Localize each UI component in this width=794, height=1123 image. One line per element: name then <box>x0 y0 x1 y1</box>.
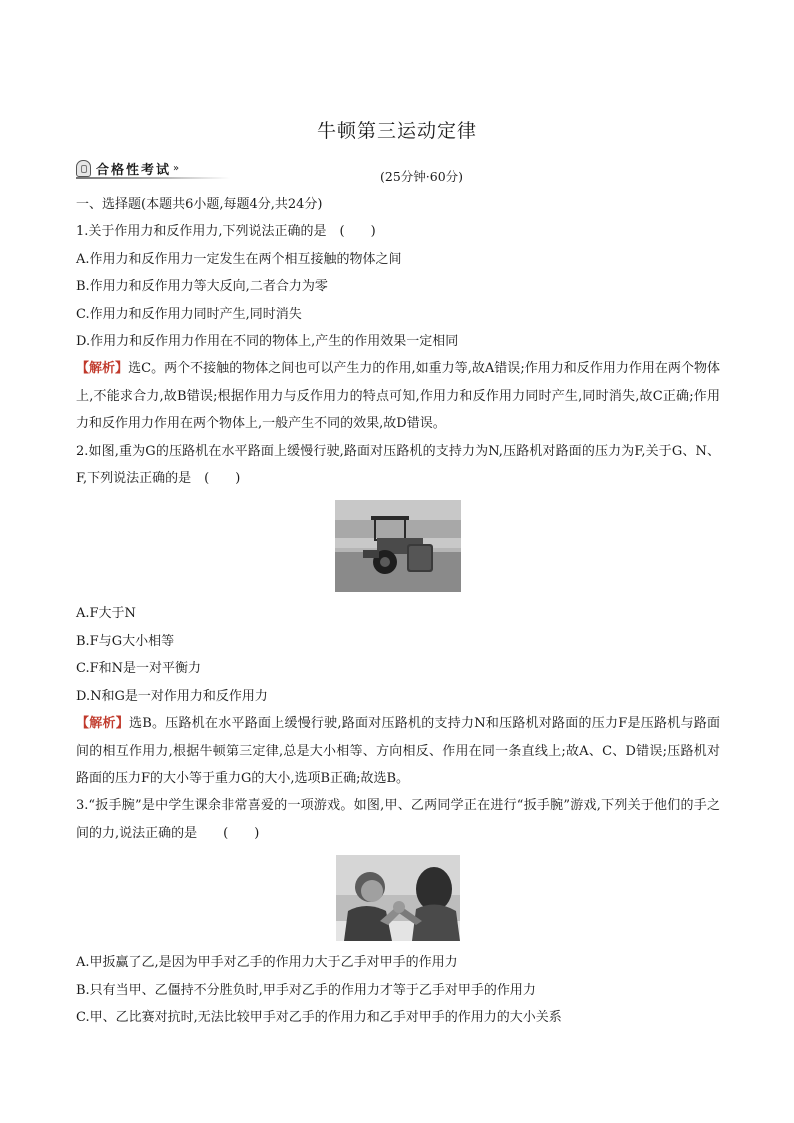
part-heading: 一、选择题(本题共6小题,每题4分,共24分) <box>76 197 323 212</box>
q3-option-b: B.只有当甲、乙僵持不分胜负时,甲手对乙手的作用力才等于乙手对甲手的作用力 <box>76 982 536 998</box>
q1-analysis <box>76 355 720 437</box>
q2-stem: 2.如图,重为G的压路机在水平路面上缓慢行驶,路面对压路机的支持力为N,压路机对路面的压力为F,关于G、N、F,下列说法正确的是 ( ) <box>76 443 720 487</box>
section-underline <box>76 177 230 179</box>
q1-option-b: B.作用力和反作用力等大反向,二者合力为零 <box>76 279 328 295</box>
q3-stem: 3.“扳手腕”是中学生课余非常喜爱的一项游戏。如图,甲、乙两同学正在进行“扳手腕”游戏,下列关于他们的手之间的力,说法正确的是 ( ) <box>76 798 720 841</box>
section-label: 合格性考试 <box>96 162 172 178</box>
q2-option-d: D.N和G是一对作用力和反作用力 <box>76 688 268 704</box>
arm-wrestling-image <box>336 855 460 941</box>
double-chevron-icon: » <box>173 162 180 174</box>
q2-analysis-text: 选B。压路机在水平路面上缓慢行驶,路面对压路机的支持力N和压路机对路面的压力F是压路机与路面间的相互作用力,根据牛顿第三定律,总是大小相等、方向相反、作用在同一条直线上;故A、C、D错误;压路机对路面的压力F的大小等于重力G的大小,选项B正确;故选B。 <box>76 716 720 786</box>
lightbulb-icon <box>76 160 91 177</box>
page-title: 牛顿第三运动定律 <box>316 120 477 142</box>
q2-analysis <box>76 710 720 792</box>
q2-option-c: C.F和N是一对平衡力 <box>76 661 202 677</box>
analysis-tag: 【解析】 <box>76 716 129 732</box>
q1-option-c: C.作用力和反作用力同时产生,同时消失 <box>76 306 302 322</box>
analysis-tag: 【解析】 <box>76 361 129 377</box>
q3-option-c: C.甲、乙比赛对抗时,无法比较甲手对乙手的作用力和乙手对甲手的作用力的大小关系 <box>76 1009 562 1025</box>
question-content <box>76 191 720 1031</box>
road-roller-image <box>335 500 461 592</box>
time-note: (25分钟·60分) <box>380 169 464 184</box>
q1-stem: 1.关于作用力和反作用力,下列说法正确的是 ( ) <box>76 224 376 240</box>
q1-analysis-text: 选C。两个不接触的物体之间也可以产生力的作用,如重力等,故A错误;作用力和反作用力作用在两个物体上,不能求合力,故B错误;根据作用力与反作用力的特点可知,作用力和反作用力同时产生,同时消失,故C正确;作用力和反作用力作用在两个物体上,一般产生不同的效果,故D错误。 <box>76 361 720 432</box>
q3-option-a: A.甲扳赢了乙,是因为甲手对乙手的作用力大于乙手对甲手的作用力 <box>76 955 458 971</box>
q1-option-d: D.作用力和反作用力作用在不同的物体上,产生的作用效果一定相同 <box>76 334 459 350</box>
q2-option-b: B.F与G大小相等 <box>76 633 175 649</box>
q2-option-a: A.F大于N <box>76 606 136 622</box>
q1-option-a: A.作用力和反作用力一定发生在两个相互接触的物体之间 <box>76 251 402 267</box>
section-header <box>76 158 226 178</box>
